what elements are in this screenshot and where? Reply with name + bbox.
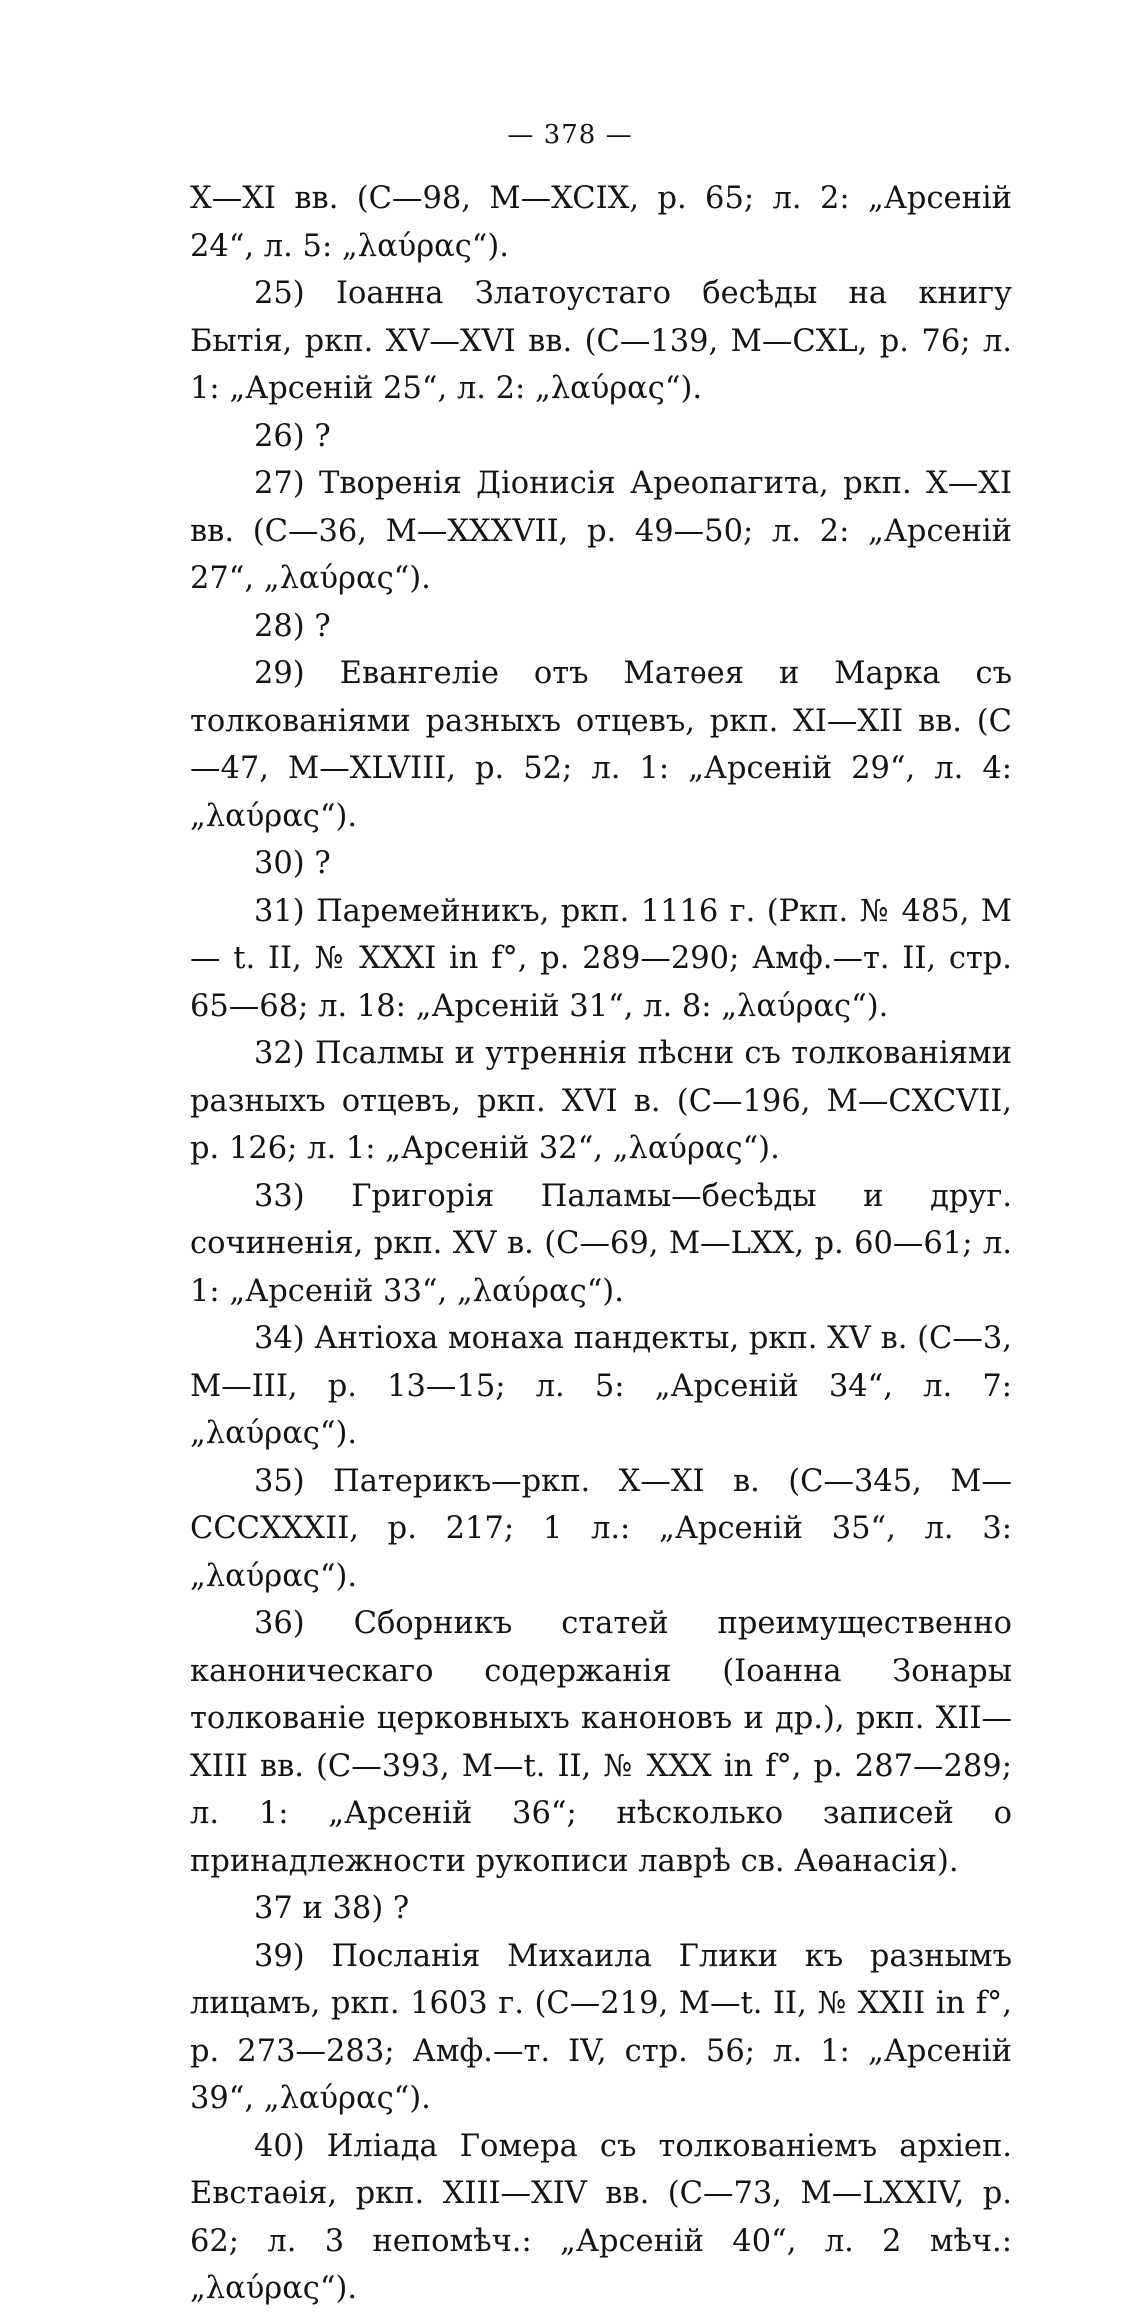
paragraph-entry-36: 36) Сборникъ статей преимущественно каноническаго содержанія (Іоанна Зонары толкованіе церковныхъ каноновъ и др.), ркп. XII—XIII вв. (С—393, M—t. II, № XXX in f°, p. 287—289; л. 1: „Арсеній 36“; нѣсколько записей о принадлежности рукописи лаврѣ св. Аѳанасія). xyxy=(190,1606,1012,1879)
paragraph-entry-33: 33) Григорія Паламы—бесѣды и друг. сочиненія, ркп. XV в. (С—69, M—LXX, p. 60—61; л. 1: „Арсеній 33“, „λαύρας“). xyxy=(190,1178,1012,1309)
paragraph-entry-34: 34) Антіоха монаха пандекты, ркп. XV в. (С—3, M—III, p. 13—15; л. 5: „Арсеній 34“, л. 7: „λαύρας“). xyxy=(190,1321,1012,1451)
paragraph-entry-27: 27) Творенія Діонисія Ареопагита, ркп. X—XI вв. (С—36, M—XXXVII, p. 49—50; л. 2: „Арсеній 27“, „λαύρας“). xyxy=(190,466,1012,596)
paragraph-entry-29: 29) Евангеліе отъ Матѳея и Марка съ толкованіями разныхъ отцевъ, ркп. XI—XII вв. (С—47, M—XLVIII, p. 52; л. 1: „Арсеній 29“, л. 4: „λαύρας“). xyxy=(190,656,1012,834)
paragraph-entry-40: 40) Иліада Гомера съ толкованіемъ архіеп. Евстаѳія, ркп. XIII—XIV вв. (С—73, M—LXXIV, p. 62; л. 3 непомѣч.: „Арсеній 40“, л. 2 мѣч.: „λαύρας“). xyxy=(190,2128,1012,2306)
paragraph-entry-35: 35) Патерикъ—ркп. X—XI в. (С—345, M—CCCXXXII, p. 217; 1 л.: „Арсеній 35“, л. 3: „λαύρας“). xyxy=(190,1463,1012,1594)
paragraph-entry-31: 31) Паремейникъ, ркп. 1116 г. (Ркп. № 485, M — t. II, № XXXI in f°, p. 289—290; Амф.—т. II, стр. 65—68; л. 18: „Арсеній 31“, л. 8: „λαύρας“). xyxy=(190,893,1012,1024)
paragraph-entry-26: 26) ? xyxy=(254,418,331,454)
body-text xyxy=(190,175,1012,2313)
paragraph-entry-25: 25) Іоанна Златоустаго бесѣды на книгу Бытія, ркп. XV—XVI вв. (С—139, M—CXL, p. 76; л. 1: „Арсеній 25“, л. 2: „λαύρας“). xyxy=(190,276,1012,406)
paragraph-entry-28: 28) ? xyxy=(254,608,331,644)
paragraph-entry-39: 39) Посланія Михаила Глики къ разнымъ лицамъ, ркп. 1603 г. (С—219, M—t. II, № XXII in f°, p. 273—283; Амф.—т. IV, стр. 56; л. 1: „Арсеній 39“, „λαύρας“). xyxy=(190,1938,1012,2116)
paragraph-entry-24-continued: X—XI вв. (С—98, M—XCIX, p. 65; л. 2: „Арсеній 24“, л. 5: „λαύρας“). xyxy=(190,181,1012,264)
paragraph-entry-32: 32) Псалмы и утреннія пѣсни съ толкованіями разныхъ отцевъ, ркп. XVI в. (С—196, M—CXCVII, p. 126; л. 1: „Арсеній 32“, „λαύρας“). xyxy=(190,1036,1012,1166)
page-number: — 378 — xyxy=(507,120,633,150)
paragraph-entry-30: 30) ? xyxy=(254,846,331,881)
paragraph-entry-37-38: 37 и 38) ? xyxy=(254,1891,410,1926)
